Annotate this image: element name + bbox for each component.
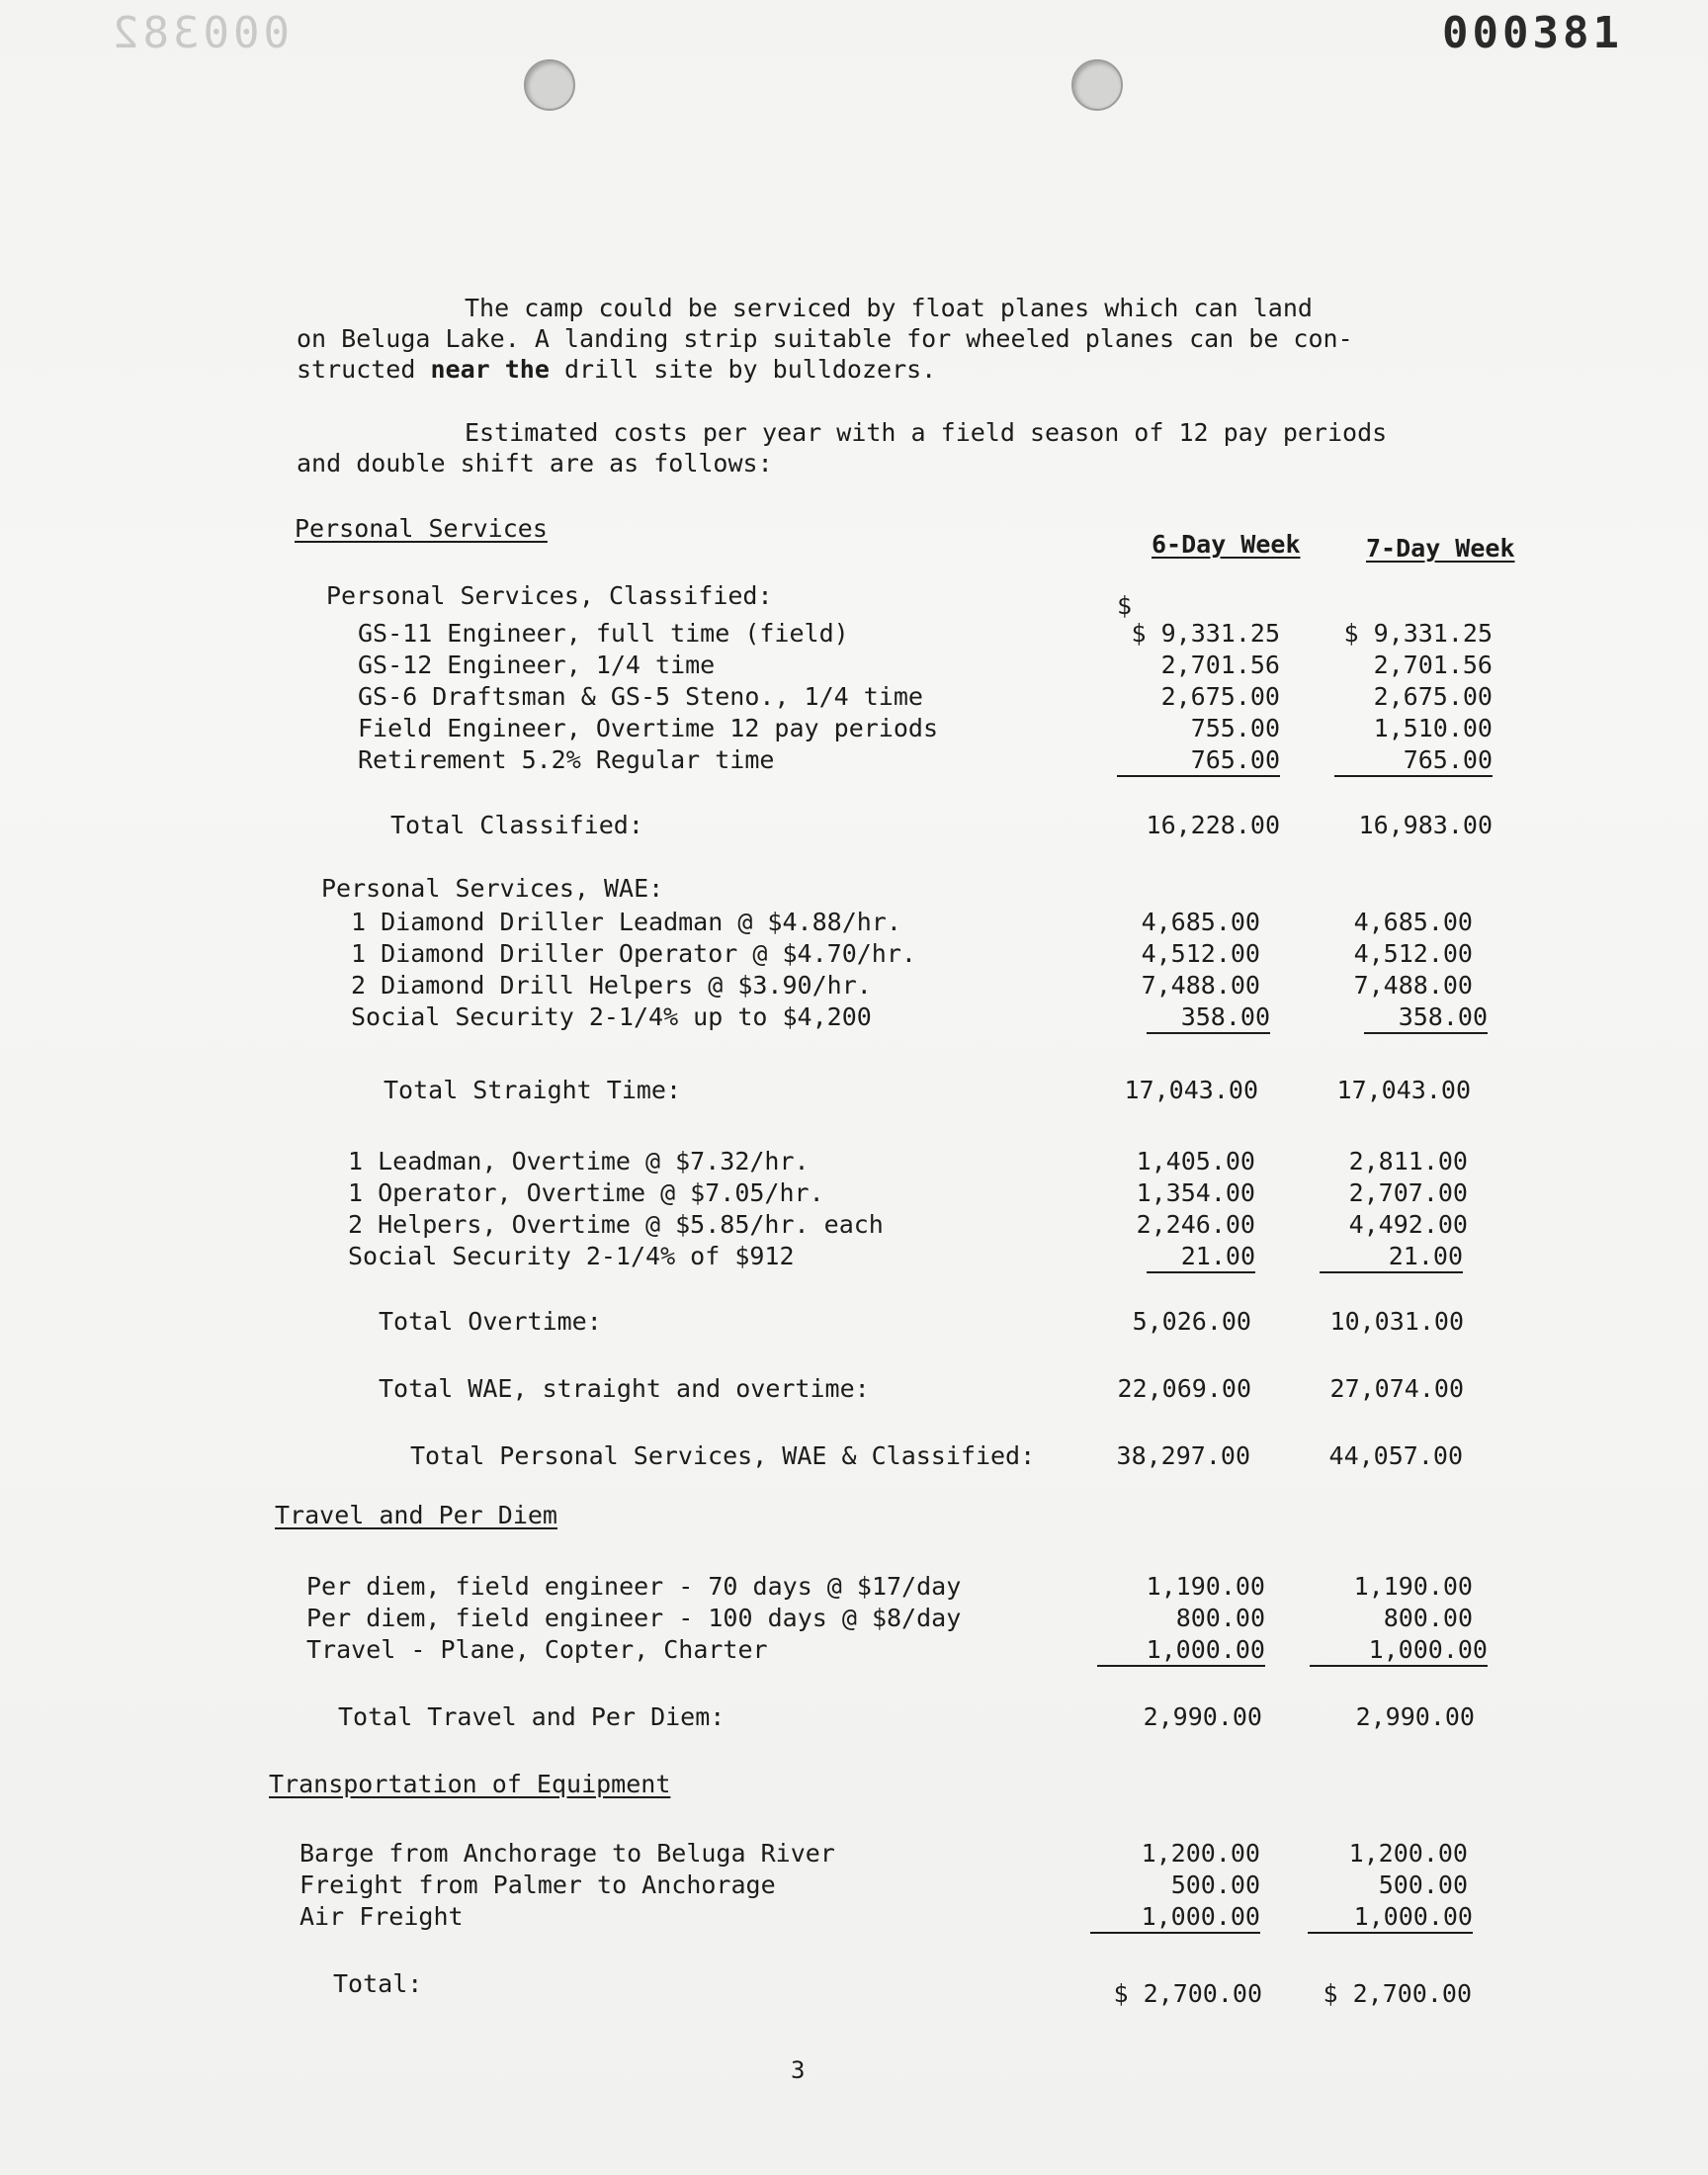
value-6-day: 1,190.00	[1146, 1572, 1265, 1601]
value-7-day: 765.00	[1334, 745, 1493, 777]
total-label: Total Travel and Per Diem:	[338, 1702, 726, 1731]
value-7-day: 2,811.00	[1348, 1147, 1468, 1175]
table-row	[351, 908, 1493, 941]
value-7-day: $ 9,331.25	[1343, 619, 1493, 648]
value-6-day: 1,000.00	[1090, 1902, 1260, 1934]
value-7-day: 1,000.00	[1310, 1635, 1488, 1667]
intro-paragraph-1	[297, 293, 1483, 385]
document-number: 000381	[1442, 8, 1623, 58]
total-6-day: 5,026.00	[1132, 1307, 1251, 1336]
total-6-day: 22,069.00	[1117, 1374, 1251, 1403]
subsection-label	[321, 874, 1507, 908]
intro-line: The camp could be serviced by float planes which can land	[465, 294, 1313, 322]
table-row	[351, 1002, 1493, 1036]
value-6-day: 2,701.56	[1160, 651, 1280, 679]
total-7-day: $ 2,700.00	[1323, 1979, 1472, 2008]
value-6-day: 1,000.00	[1097, 1635, 1265, 1667]
column-header-7-day: 7-Day Week	[1366, 534, 1515, 563]
row-label: Air Freight	[299, 1902, 464, 1931]
table-row	[348, 1178, 1493, 1212]
table-row	[348, 1147, 1493, 1180]
value-6-day: 1,405.00	[1136, 1147, 1255, 1175]
total-7-day: 17,043.00	[1336, 1076, 1471, 1104]
value-6-day: 358.00	[1147, 1002, 1270, 1034]
row-label: Travel - Plane, Copter, Charter	[306, 1635, 768, 1664]
section-heading-transportation: Transportation of Equipment	[269, 1770, 671, 1798]
row-label: Social Security 2-1/4% up to $4,200	[351, 1002, 872, 1031]
column-header-6-day: 6-Day Week	[1152, 530, 1301, 559]
subsection-label	[326, 581, 1512, 615]
table-row	[299, 1870, 1486, 1904]
intro-line: on Beluga Lake. A landing strip suitable for wheeled planes can be con-	[297, 324, 1353, 353]
total-6-day: 2,990.00	[1143, 1702, 1262, 1731]
value-6-day: 2,675.00	[1160, 682, 1280, 711]
total-7-day: 2,990.00	[1355, 1702, 1475, 1731]
row-label: 2 Helpers, Overtime @ $5.85/hr. each	[348, 1210, 884, 1239]
value-7-day: 1,190.00	[1353, 1572, 1473, 1601]
total-label: Total:	[333, 1969, 423, 1998]
value-7-day: 4,512.00	[1353, 939, 1473, 968]
value-6-day: 1,354.00	[1136, 1178, 1255, 1207]
dollar-sign: $	[1117, 591, 1133, 620]
punch-hole-left	[524, 59, 575, 111]
wae-label: Personal Services, WAE:	[321, 874, 664, 903]
table-row	[351, 939, 1493, 973]
value-7-day: 800.00	[1383, 1604, 1473, 1632]
table-row	[358, 651, 1493, 684]
row-label: 2 Diamond Drill Helpers @ $3.90/hr.	[351, 971, 872, 1000]
row-label: GS-6 Draftsman & GS-5 Steno., 1/4 time	[358, 682, 923, 711]
punch-hole-right	[1071, 59, 1123, 111]
grand-total-row	[410, 1441, 1493, 1475]
total-7-day: 10,031.00	[1329, 1307, 1464, 1336]
total-row	[384, 1076, 1493, 1109]
row-label: Field Engineer, Overtime 12 pay periods	[358, 714, 938, 742]
value-7-day: 500.00	[1378, 1870, 1468, 1899]
total-row	[379, 1374, 1493, 1408]
value-7-day: 21.00	[1320, 1242, 1463, 1273]
row-label: 1 Diamond Driller Leadman @ $4.88/hr.	[351, 908, 901, 936]
row-label: GS-12 Engineer, 1/4 time	[358, 651, 716, 679]
total-6-day: 16,228.00	[1146, 811, 1280, 839]
total-label: Total Personal Services, WAE & Classified:	[410, 1441, 1036, 1470]
value-7-day: 7,488.00	[1353, 971, 1473, 1000]
total-label: Total Straight Time:	[384, 1076, 682, 1104]
value-7-day: 2,701.56	[1373, 651, 1493, 679]
row-label: Per diem, field engineer - 100 days @ $8/day	[306, 1604, 962, 1632]
total-6-day: 17,043.00	[1124, 1076, 1258, 1104]
row-label: Per diem, field engineer - 70 days @ $17/day	[306, 1572, 962, 1601]
classified-label: Personal Services, Classified:	[326, 581, 773, 610]
row-label: Social Security 2-1/4% of $912	[348, 1242, 795, 1270]
table-row	[299, 1902, 1486, 1936]
struck-text: near the	[430, 355, 550, 384]
value-7-day: 2,675.00	[1373, 682, 1493, 711]
value-6-day: 1,200.00	[1141, 1839, 1260, 1868]
table-row	[358, 682, 1493, 716]
value-6-day: 755.00	[1190, 714, 1280, 742]
total-6-day: 38,297.00	[1116, 1441, 1250, 1470]
section-heading-personal-services: Personal Services	[295, 514, 548, 543]
table-row	[306, 1635, 1493, 1669]
table-row	[358, 745, 1493, 779]
total-row	[338, 1702, 1493, 1736]
row-label: 1 Diamond Driller Operator @ $4.70/hr.	[351, 939, 916, 968]
row-label: Freight from Palmer to Anchorage	[299, 1870, 776, 1899]
section-heading-travel: Travel and Per Diem	[275, 1501, 557, 1529]
table-row	[358, 714, 1493, 747]
total-row	[390, 811, 1493, 844]
row-label: Retirement 5.2% Regular time	[358, 745, 775, 774]
total-7-day: 16,983.00	[1358, 811, 1493, 839]
grand-total-values	[333, 1979, 1490, 2013]
intro-line: Estimated costs per year with a field season of 12 pay periods	[465, 418, 1388, 447]
value-6-day: 21.00	[1147, 1242, 1255, 1273]
value-7-day: 358.00	[1364, 1002, 1488, 1034]
table-row	[351, 971, 1493, 1004]
value-7-day: 4,492.00	[1348, 1210, 1468, 1239]
page-number: 3	[791, 2056, 806, 2084]
value-6-day: 4,512.00	[1141, 939, 1260, 968]
table-row	[348, 1210, 1493, 1244]
ghost-stamp-number: 000382	[109, 8, 290, 58]
row-label: GS-11 Engineer, full time (field)	[358, 619, 849, 648]
value-7-day: 2,707.00	[1348, 1178, 1468, 1207]
value-6-day: 500.00	[1170, 1870, 1260, 1899]
intro-line: and double shift are as follows:	[297, 449, 773, 478]
total-label: Total Classified:	[390, 811, 643, 839]
value-7-day: 4,685.00	[1353, 908, 1473, 936]
value-6-day: 4,685.00	[1141, 908, 1260, 936]
total-6-day: $ 2,700.00	[1113, 1979, 1262, 2008]
value-7-day: 1,510.00	[1373, 714, 1493, 742]
total-7-day: 27,074.00	[1329, 1374, 1464, 1403]
value-6-day: 7,488.00	[1141, 971, 1260, 1000]
table-row	[348, 1242, 1493, 1275]
intro-line: structed	[297, 355, 431, 384]
table-row	[358, 619, 1493, 652]
intro-paragraph-2	[297, 417, 1483, 478]
row-label: 1 Leadman, Overtime @ $7.32/hr.	[348, 1147, 810, 1175]
value-6-day: 765.00	[1117, 745, 1280, 777]
row-label: 1 Operator, Overtime @ $7.05/hr.	[348, 1178, 824, 1207]
value-7-day: 1,000.00	[1308, 1902, 1473, 1934]
value-7-day: 1,200.00	[1348, 1839, 1468, 1868]
table-row	[306, 1604, 1493, 1637]
value-6-day: 800.00	[1175, 1604, 1265, 1632]
total-row	[379, 1307, 1493, 1341]
total-7-day: 44,057.00	[1328, 1441, 1463, 1470]
value-6-day: $ 9,331.25	[1131, 619, 1280, 648]
intro-line: drill site by bulldozers.	[549, 355, 937, 384]
table-row	[306, 1572, 1493, 1606]
table-row	[299, 1839, 1486, 1872]
total-label: Total Overtime:	[379, 1307, 602, 1336]
total-label: Total WAE, straight and overtime:	[379, 1374, 870, 1403]
row-label: Barge from Anchorage to Beluga River	[299, 1839, 835, 1868]
value-6-day: 2,246.00	[1136, 1210, 1255, 1239]
